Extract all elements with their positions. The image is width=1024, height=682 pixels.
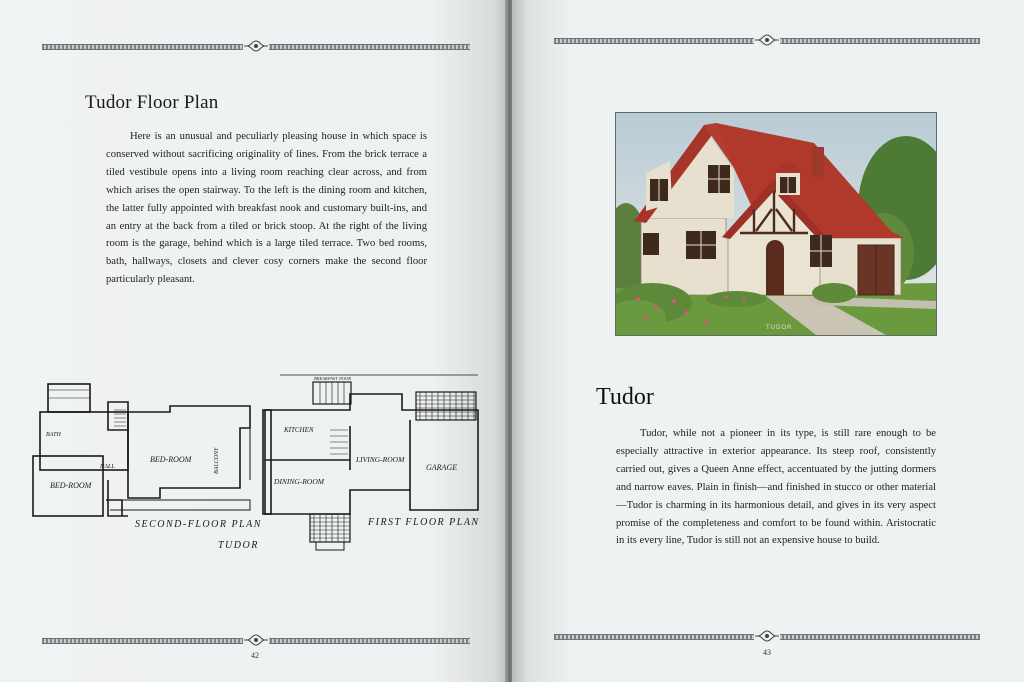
house-description: Tudor, while not a pioneer in its type, is still rare enough to be especially attractive in exterior appearance. Its steep roof, consistently carried out, gives a Queen Anne effect, accentuated by the jutting dormers and narrow eaves. Plain in finish—and finished in stucco or other material—Tudor is charming in its harmonious detail, and gives in its very aspect promise of the completeness and comfort to be found within. Aristocratic in its every line, Tudor is still not an expensive house to build. [616, 428, 936, 547]
room-label-breakfast-nook: BREAKFAST NOOK [314, 376, 352, 381]
fleuron-icon [754, 629, 780, 643]
floor-plan-illustration [30, 370, 482, 560]
left-page [0, 0, 508, 682]
room-label-balcony: BALCONY [214, 447, 220, 474]
bottom-ornamental-rule [554, 632, 980, 640]
top-ornamental-rule [554, 36, 980, 44]
room-label-bed-room-1: BED-ROOM [50, 481, 92, 490]
page-number: 42 [251, 651, 259, 660]
room-label-kitchen: KITCHEN [284, 426, 314, 434]
fleuron-icon [754, 33, 780, 47]
room-label-bath: BATH [46, 432, 61, 438]
tudor-house-picture [616, 113, 936, 335]
page-number: 43 [763, 648, 771, 657]
room-label-bed-room-2: BED-ROOM [150, 455, 192, 464]
room-label-hall: HALL [100, 464, 115, 470]
fleuron-icon [243, 39, 269, 53]
fleuron-icon [243, 633, 269, 647]
room-label-dining-room: DINING-ROOM [274, 477, 324, 486]
floor-plan-drawing [30, 370, 482, 560]
description-paragraph: Here is an unusual and peculiarly pleasing house in which space is conserved without sacrificing originality of lines. From the brick terrace a tiled vestibule opens into a living room reaching clear across, and from which arises the open stairway. To the left is the dining room and kitchen, the latter fully appointed with breakfast nook and customary built-ins, and an entry at the back from a tiled or brick stoop. At the right of the living room is the garage, behind which is a large tiled terrace. Two bed rooms, bath, hallways, closets and clever cosy corners make the second floor particularly pleasant. [106, 131, 427, 286]
first-floor-plan-caption: FIRST FLOOR PLAN [368, 517, 480, 528]
house-illustration [615, 112, 937, 336]
right-page [512, 0, 1024, 682]
room-label-garage: GARAGE [426, 463, 458, 472]
image-caption: TUDOR [766, 325, 793, 331]
top-ornamental-rule [42, 42, 470, 50]
plan-house-name-caption: TUDOR [218, 540, 259, 551]
bottom-ornamental-rule [42, 636, 470, 644]
house-name-heading: Tudor [596, 384, 654, 410]
page-title: Tudor Floor Plan [85, 92, 219, 113]
second-floor-plan-caption: SECOND-FLOOR PLAN [135, 519, 262, 530]
room-label-living-room: LIVING-ROOM [356, 455, 405, 464]
